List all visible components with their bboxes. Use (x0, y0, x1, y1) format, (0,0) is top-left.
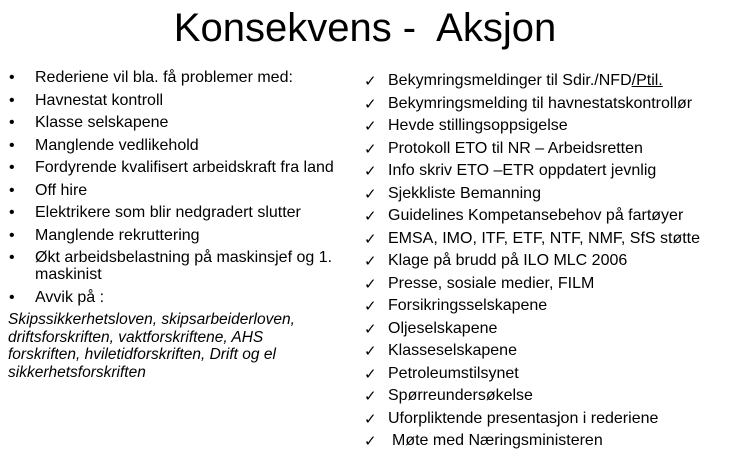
bullet-icon: • (9, 249, 15, 266)
list-item (364, 207, 726, 230)
list-item (364, 275, 726, 298)
list-item-text: Protokoll ETO til NR – Arbeidsretten (388, 139, 643, 157)
list-item (364, 185, 726, 208)
list-item-text: Manglende vedlikehold (35, 136, 199, 154)
list-item-underlined-text: /Ptil. (631, 72, 663, 89)
list-item (364, 252, 726, 275)
list-item (364, 95, 726, 118)
actions-column (364, 72, 726, 455)
slide-title: Konsekvens - Aksjon (173, 6, 557, 50)
list-item (8, 114, 348, 131)
list-item (8, 69, 348, 86)
consequences-column (8, 69, 348, 381)
list-item-text: Møte med Næringsministeren (392, 432, 603, 449)
checkmark-icon: ✓ (364, 162, 377, 180)
actions-list (364, 72, 726, 455)
list-item-text: Petroleumstilsynet (388, 364, 519, 382)
list-item (8, 249, 348, 283)
list-item-text: Fordyrende kvalifisert arbeidskraft fra land (35, 159, 334, 176)
list-item (364, 72, 726, 95)
list-item (8, 92, 348, 109)
list-item (364, 297, 726, 320)
list-item-text: Avvik på : (35, 288, 105, 306)
list-item-text: Info skriv ETO –ETR oppdatert jevnlig (388, 162, 657, 179)
checkmark-icon: ✓ (364, 207, 377, 225)
list-item-text: Bekymringsmelding til havnestatskontrollør (388, 94, 693, 112)
list-item (364, 342, 726, 365)
consequences-list (8, 69, 348, 306)
list-item-text: Hevde stillingsoppsigelse (388, 117, 568, 134)
list-item-text: Havnestat kontroll (35, 91, 164, 109)
list-item-text: Bekymringsmeldinger til Sdir./NFD (388, 72, 632, 89)
list-item-text: Elektrikere som blir nedgradert slutter (35, 204, 301, 221)
checkmark-icon: ✓ (364, 387, 377, 405)
list-item (364, 387, 726, 410)
list-item-text: Økt arbeidsbelastning på maskinsjef og 1. maskinist (35, 249, 333, 283)
bullet-icon: • (9, 226, 15, 244)
regulations-note: Skipssikkerhetsloven, skipsarbeiderloven, driftsforskriften, vaktforskriftene, AHS forskriften, hviletidforskriften, Drift og el sikkerhetsforskriften (8, 311, 295, 381)
checkmark-icon: ✓ (364, 364, 377, 383)
checkmark-icon: ✓ (364, 319, 377, 338)
list-item-text: Sjekkliste Bemanning (388, 184, 541, 202)
bullet-icon: • (9, 114, 15, 131)
list-item-text: Manglende rekruttering (35, 226, 200, 244)
list-item (364, 162, 726, 185)
list-item (364, 117, 726, 140)
list-item-text: Klage på brudd på ILO MLC 2006 (388, 252, 628, 269)
list-item (8, 137, 348, 154)
checkmark-icon: ✓ (364, 229, 377, 248)
list-item (364, 410, 726, 433)
list-item-text: Forsikringsselskapene (388, 297, 548, 314)
checkmark-icon: ✓ (364, 409, 377, 428)
bullet-icon: • (9, 91, 15, 109)
list-item-text: Uforpliktende presentasjon i rederiene (388, 409, 659, 427)
list-item (8, 182, 348, 199)
checkmark-icon: ✓ (364, 184, 377, 203)
list-item (8, 289, 348, 306)
checkmark-icon: ✓ (364, 94, 377, 113)
checkmark-icon: ✓ (364, 117, 377, 135)
checkmark-icon: ✓ (364, 432, 377, 450)
list-item (8, 204, 348, 221)
list-item-text: Spørreundersøkelse (388, 387, 533, 404)
checkmark-icon: ✓ (364, 252, 377, 270)
bullet-icon: • (9, 288, 15, 306)
bullet-icon: • (9, 69, 15, 86)
list-item (364, 230, 726, 253)
bullet-icon: • (9, 204, 15, 221)
list-item (364, 365, 726, 388)
list-item-text: Presse, sosiale medier, FILM (388, 274, 595, 292)
list-item (8, 159, 348, 176)
list-item-text: Klasseselskapene (388, 342, 517, 359)
bullet-icon: • (9, 181, 15, 199)
list-item (8, 227, 348, 244)
checkmark-icon: ✓ (364, 342, 377, 360)
checkmark-icon: ✓ (364, 72, 377, 90)
list-item (364, 320, 726, 343)
bullet-icon: • (9, 136, 15, 154)
list-item-text: Guidelines Kompetansebehov på fartøyer (388, 207, 684, 224)
list-item-text: EMSA, IMO, ITF, ETF, NTF, NMF, SfS støtte (388, 229, 701, 247)
checkmark-icon: ✓ (364, 297, 377, 315)
list-item (364, 140, 726, 163)
list-item-text: Oljeselskapene (388, 319, 498, 337)
checkmark-icon: ✓ (364, 274, 377, 293)
bullet-icon: • (9, 159, 15, 176)
list-item-text: Rederiene vil bla. få problemer med: (35, 69, 293, 86)
checkmark-icon: ✓ (364, 139, 377, 158)
list-item-text: Klasse selskapene (35, 114, 169, 131)
list-item-text: Off hire (35, 181, 88, 199)
list-item (364, 432, 726, 455)
